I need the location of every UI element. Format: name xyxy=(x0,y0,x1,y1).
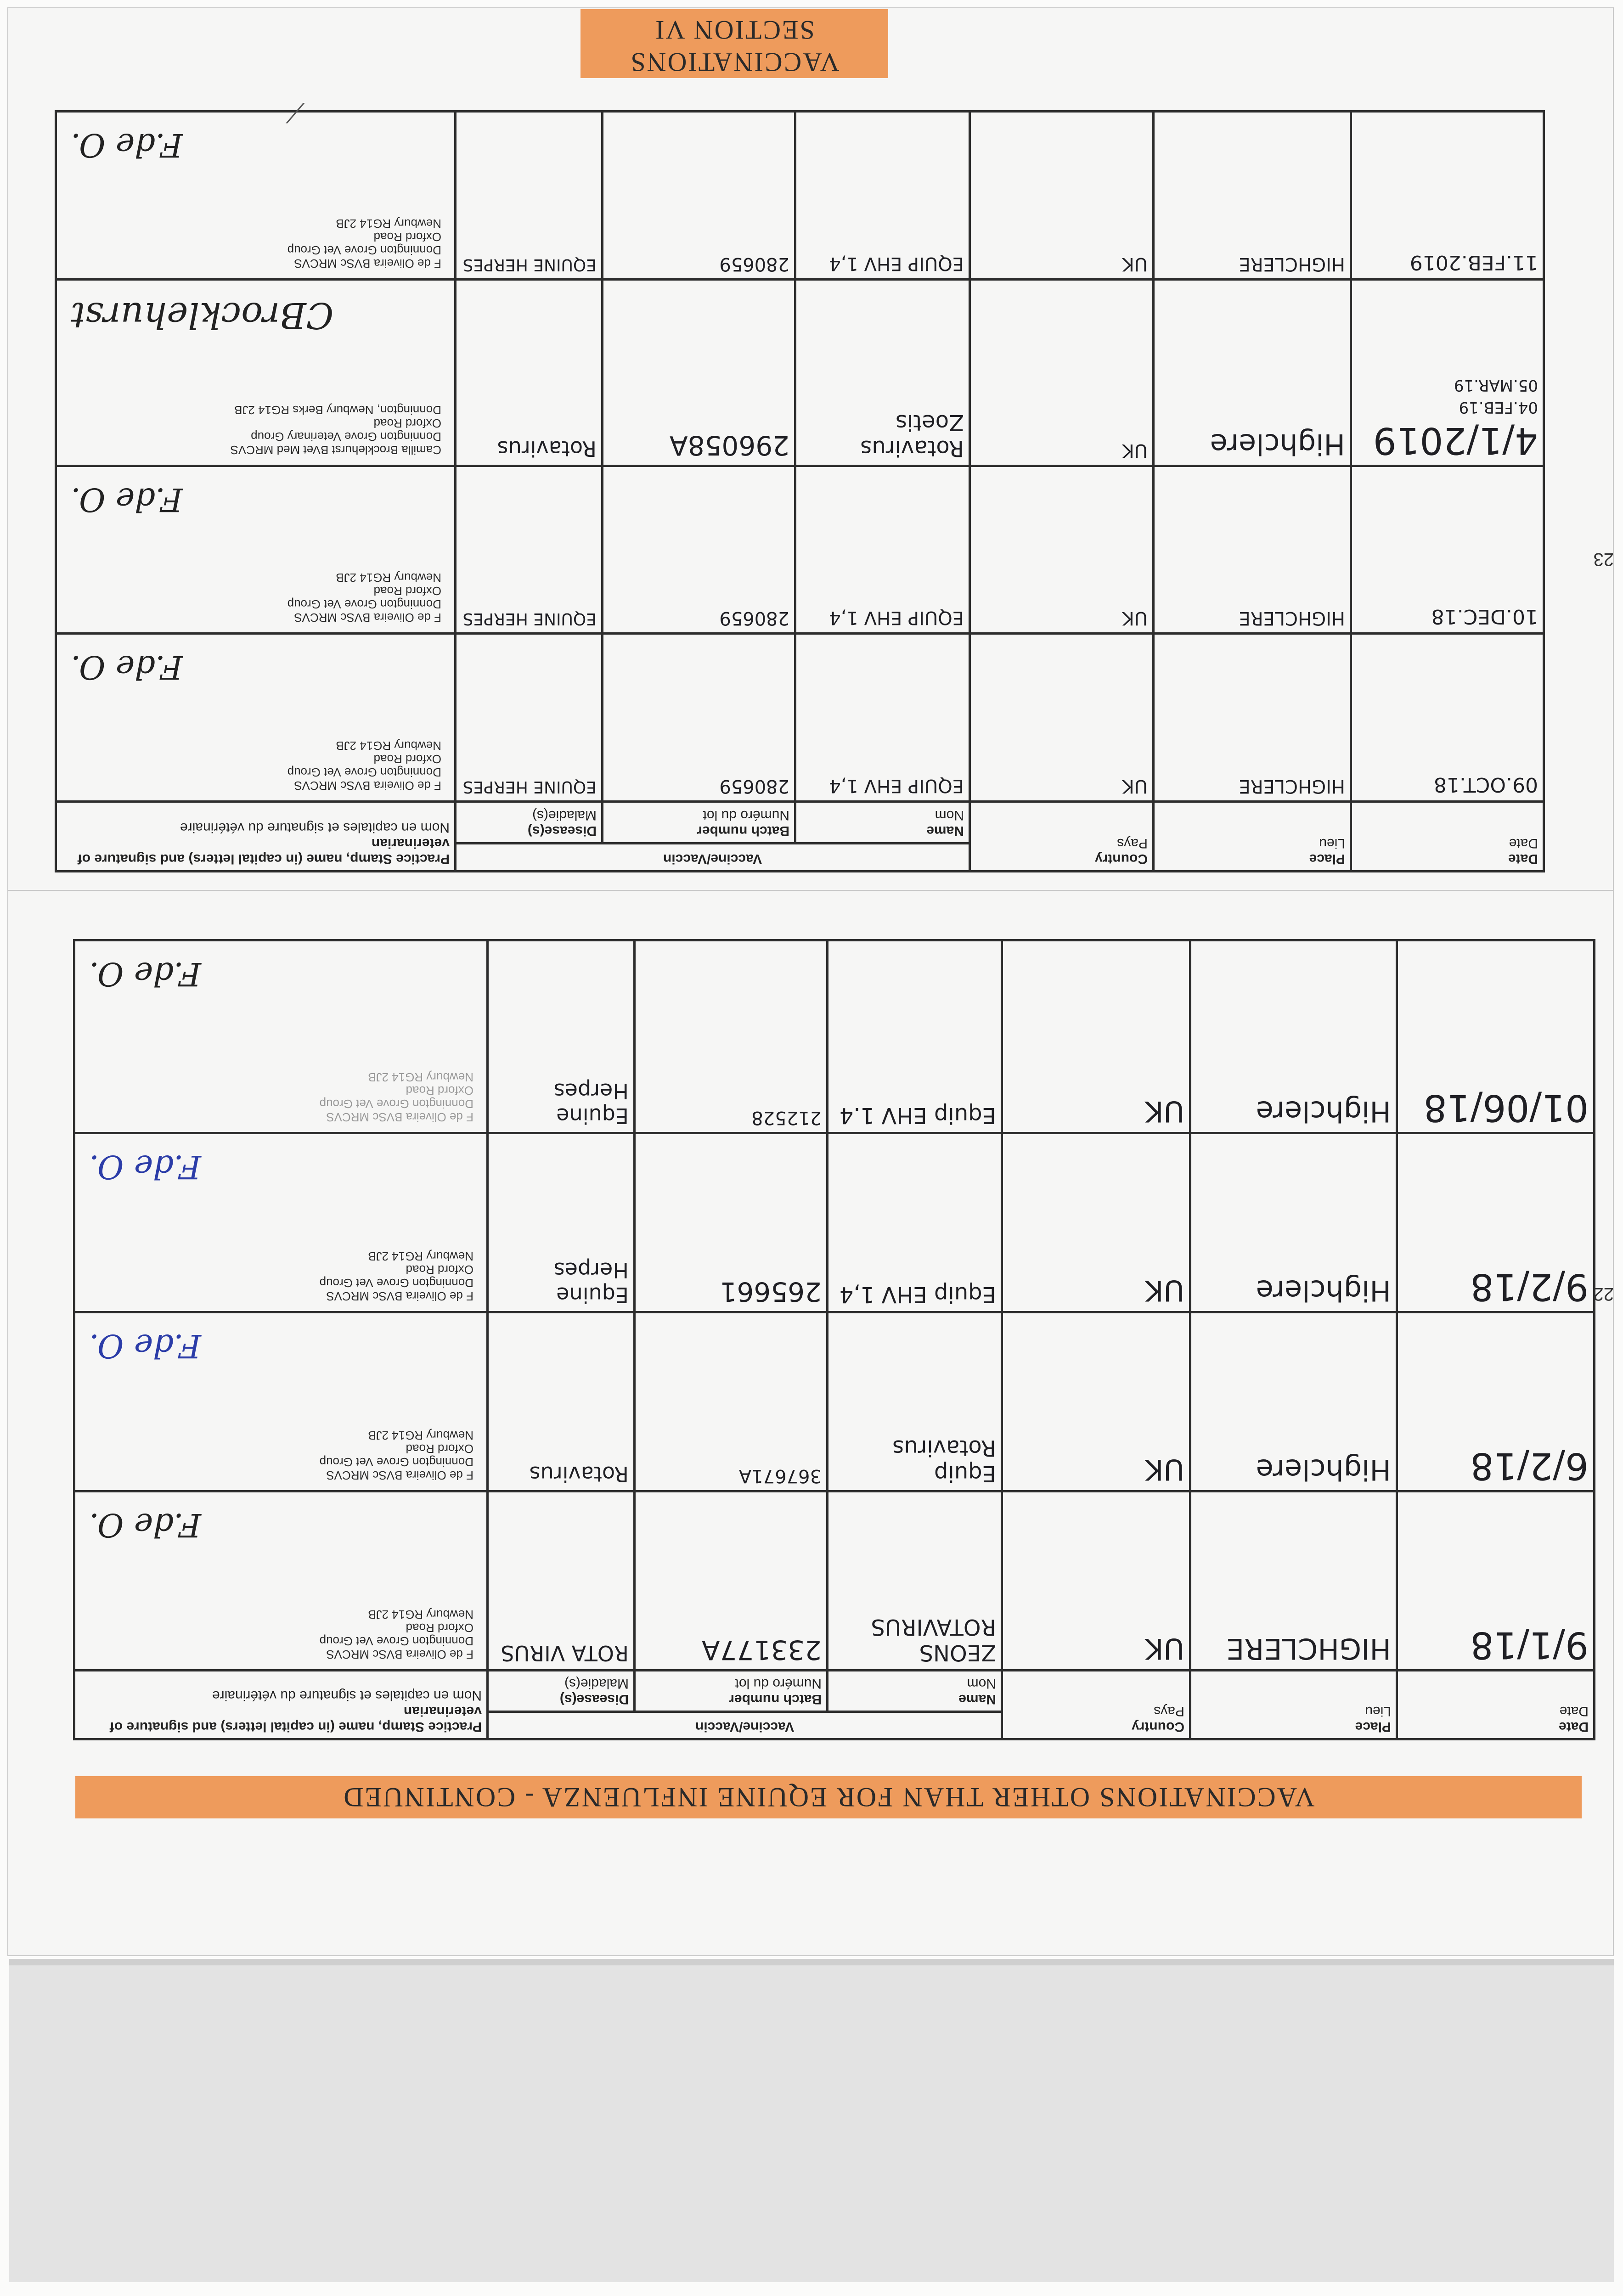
col-header-name: Name Nom xyxy=(828,1671,1002,1712)
vet-stamp xyxy=(80,1496,482,1666)
entry-vaccine-name: Equip EHV 1,4 xyxy=(839,1282,996,1307)
table-row xyxy=(74,1312,1594,1491)
stamp-text: F de Oliveira BVSc MRCVS Donnington Grove Vet Group Oxford Road Newbury RG14 2JB xyxy=(319,1249,473,1303)
table-row xyxy=(56,634,1544,802)
entry-vaccine-name: Equip Rotavirus xyxy=(892,1435,996,1486)
entry-date: 9/2/18 xyxy=(1470,1266,1589,1308)
entry-date: 09.OCT.18 xyxy=(1434,772,1538,796)
entry-batch: 280659 xyxy=(719,775,789,797)
entry-date: 10.DEC.18 xyxy=(1431,605,1538,629)
table-row xyxy=(74,940,1594,1133)
vet-signature: F.de O. xyxy=(70,648,183,687)
vet-signature: F.de O. xyxy=(70,126,183,164)
col-header-vaccine: Vaccine/Vaccin xyxy=(455,844,969,872)
col-header-date: Date Date xyxy=(1397,1671,1595,1739)
entry-date: 6/2/18 xyxy=(1470,1445,1589,1487)
stamp-text: F de Oliveira BVSc MRCVS Donnington Grove Vet Group Oxford Road Newbury RG14 2JB xyxy=(287,571,441,625)
book-edge-line xyxy=(9,1959,1614,1965)
col-header-vaccine: Vaccine/Vaccin xyxy=(487,1712,1002,1739)
vet-stamp xyxy=(62,284,450,461)
entry-extra-date: 05.MAR.19 xyxy=(1454,376,1538,394)
entry-place: Highclere xyxy=(1256,1095,1391,1128)
entry-country: UK xyxy=(1122,439,1148,461)
table-row xyxy=(56,112,1544,280)
continued-banner-text: VACCINATIONS OTHER THAN FOR EQUINE INFLUENZA - CONTINUED xyxy=(342,1782,1315,1812)
entry-place: Highclere xyxy=(1210,427,1345,461)
section-banner-title: VACCINATIONS xyxy=(629,47,840,77)
entry-batch: 233177A xyxy=(701,1634,822,1666)
page-number-23: 23 xyxy=(1593,549,1614,569)
table-row xyxy=(74,1491,1594,1671)
vet-signature: F.de O. xyxy=(89,1327,201,1365)
col-header-batch: Batch number Numéro du lot xyxy=(603,801,795,843)
stamp-text: Camilla Brocklehurst BVet Med MRCVS Donnington Grove Veterinary Group Oxford Road Donnington, Newbury Berks RG14 2JB xyxy=(230,403,441,457)
col-header-stamp: Practice Stamp, name (in capital letters) and signature of veterinarian Nom en capitales et signature du vétérinaire xyxy=(56,801,455,871)
entry-country: UK xyxy=(1144,1632,1184,1666)
vet-signature: F.de O. xyxy=(89,955,201,993)
col-header-place: Place Lieu xyxy=(1154,801,1351,871)
entry-place: HIGHCLERE xyxy=(1239,253,1345,275)
continued-banner xyxy=(75,1776,1582,1818)
entry-date: 01/06/18 xyxy=(1423,1086,1589,1129)
vet-stamp xyxy=(62,116,450,275)
stamp-text: F de Oliveira BVSc MRCVS Donnington Grove Vet Group Oxford Road Newbury RG14 2JB xyxy=(287,216,441,270)
page-22-table xyxy=(73,939,1595,1740)
vet-stamp xyxy=(80,1138,482,1307)
entry-date: 4/1/2019 xyxy=(1373,419,1538,462)
entry-vaccine-name: Equip EHV 1.4 xyxy=(839,1103,996,1128)
col-header-country: Country Pays xyxy=(970,801,1154,871)
entry-place: HIGHCLERE xyxy=(1239,775,1345,797)
col-header-batch: Batch number Numéro du lot xyxy=(635,1671,828,1712)
entry-country: UK xyxy=(1144,1453,1184,1486)
entry-vaccine-name: EQUIP EHV 1,4 xyxy=(829,253,964,274)
page-number-22: 22 xyxy=(1593,1284,1614,1304)
entry-batch: 296058A xyxy=(669,429,789,461)
entry-batch: 367671A xyxy=(738,1465,822,1486)
entry-batch: 280659 xyxy=(719,608,789,629)
entry-country: UK xyxy=(1144,1095,1184,1128)
entry-batch: 280659 xyxy=(719,253,789,275)
entry-disease: ROTA VIRUS xyxy=(501,1641,629,1666)
entry-vaccine-name: EQUIP EHV 1,4 xyxy=(829,607,964,629)
section-banner-subtitle: SECTION VI xyxy=(654,15,815,45)
entry-place: HIGHCLERE xyxy=(1239,608,1345,629)
table-row xyxy=(56,466,1544,634)
stamp-text: F de Oliveira BVSc MRCVS Donnington Grove Vet Group Oxford Road Newbury RG14 2JB xyxy=(319,1608,473,1661)
entry-vaccine-name: Rotavirus Zoetis xyxy=(860,409,964,461)
entry-date: 11.FEB.2019 xyxy=(1409,250,1538,274)
entry-disease: Equine Herpes xyxy=(553,1079,629,1128)
vet-stamp xyxy=(80,1317,482,1486)
vet-signature: F.de O. xyxy=(70,480,183,518)
entry-disease: EQUINE HERPES xyxy=(462,609,597,629)
vet-stamp xyxy=(62,638,450,797)
book-edge-shadow xyxy=(9,1961,1614,2282)
vet-stamp xyxy=(80,945,482,1128)
vet-signature: CBrocklehurst xyxy=(70,294,334,336)
vet-stamp xyxy=(62,471,450,629)
col-header-disease: Disease(s) Maladie(s) xyxy=(487,1671,634,1712)
entry-vaccine-name: EQUIP EHV 1,4 xyxy=(829,775,964,796)
entry-date: 9/1/18 xyxy=(1470,1624,1589,1666)
col-header-place: Place Lieu xyxy=(1190,1671,1397,1739)
entry-extra-date: 04.FEB.19 xyxy=(1459,398,1538,416)
entry-vaccine-name: ZEONS ROTAVIRUS xyxy=(871,1614,996,1666)
entry-disease: EQUINE HERPES xyxy=(462,777,597,796)
col-header-disease: Disease(s) Maladie(s) xyxy=(455,801,602,843)
entry-country: UK xyxy=(1144,1274,1184,1307)
col-header-country: Country Pays xyxy=(1002,1671,1190,1739)
entry-place: Highclere xyxy=(1256,1274,1391,1307)
entry-batch: 212528 xyxy=(751,1107,822,1128)
stamp-text: F de Oliveira BVSc MRCVS Donnington Grove Vet Group Oxford Road Newbury RG14 2JB xyxy=(319,1070,473,1124)
entry-disease: Rotavirus xyxy=(529,1462,629,1486)
table-row xyxy=(56,279,1544,466)
entry-disease: Rotavirus xyxy=(497,436,597,461)
entry-disease: Equine Herpes xyxy=(553,1258,629,1307)
pen-mark: ⟋ xyxy=(286,97,305,128)
col-header-stamp: Practice Stamp, name (in capital letters) and signature of veterinarian Nom en capitales et signature du vétérinaire xyxy=(74,1671,487,1739)
vet-signature: F.de O. xyxy=(89,1148,201,1186)
vet-signature: F.de O. xyxy=(89,1506,201,1544)
stamp-text: F de Oliveira BVSc MRCVS Donnington Grove Vet Group Oxford Road Newbury RG14 2JB xyxy=(287,738,441,793)
col-header-name: Name Nom xyxy=(795,801,970,843)
entry-country: UK xyxy=(1122,608,1148,629)
section-banner xyxy=(580,9,888,78)
col-header-date: Date Date xyxy=(1351,801,1544,871)
entry-place: HIGHCLERE xyxy=(1226,1632,1391,1666)
stamp-text: F de Oliveira BVSc MRCVS Donnington Grove Vet Group Oxford Road Newbury RG14 2JB xyxy=(319,1429,473,1482)
entry-batch: 265661 xyxy=(720,1276,822,1307)
entry-country: UK xyxy=(1122,253,1148,275)
entry-country: UK xyxy=(1122,775,1148,797)
entry-place: Highclere xyxy=(1256,1453,1391,1486)
page-23-table xyxy=(55,110,1545,872)
entry-disease: EQUINE HERPES xyxy=(462,255,597,274)
table-row xyxy=(74,1133,1594,1312)
